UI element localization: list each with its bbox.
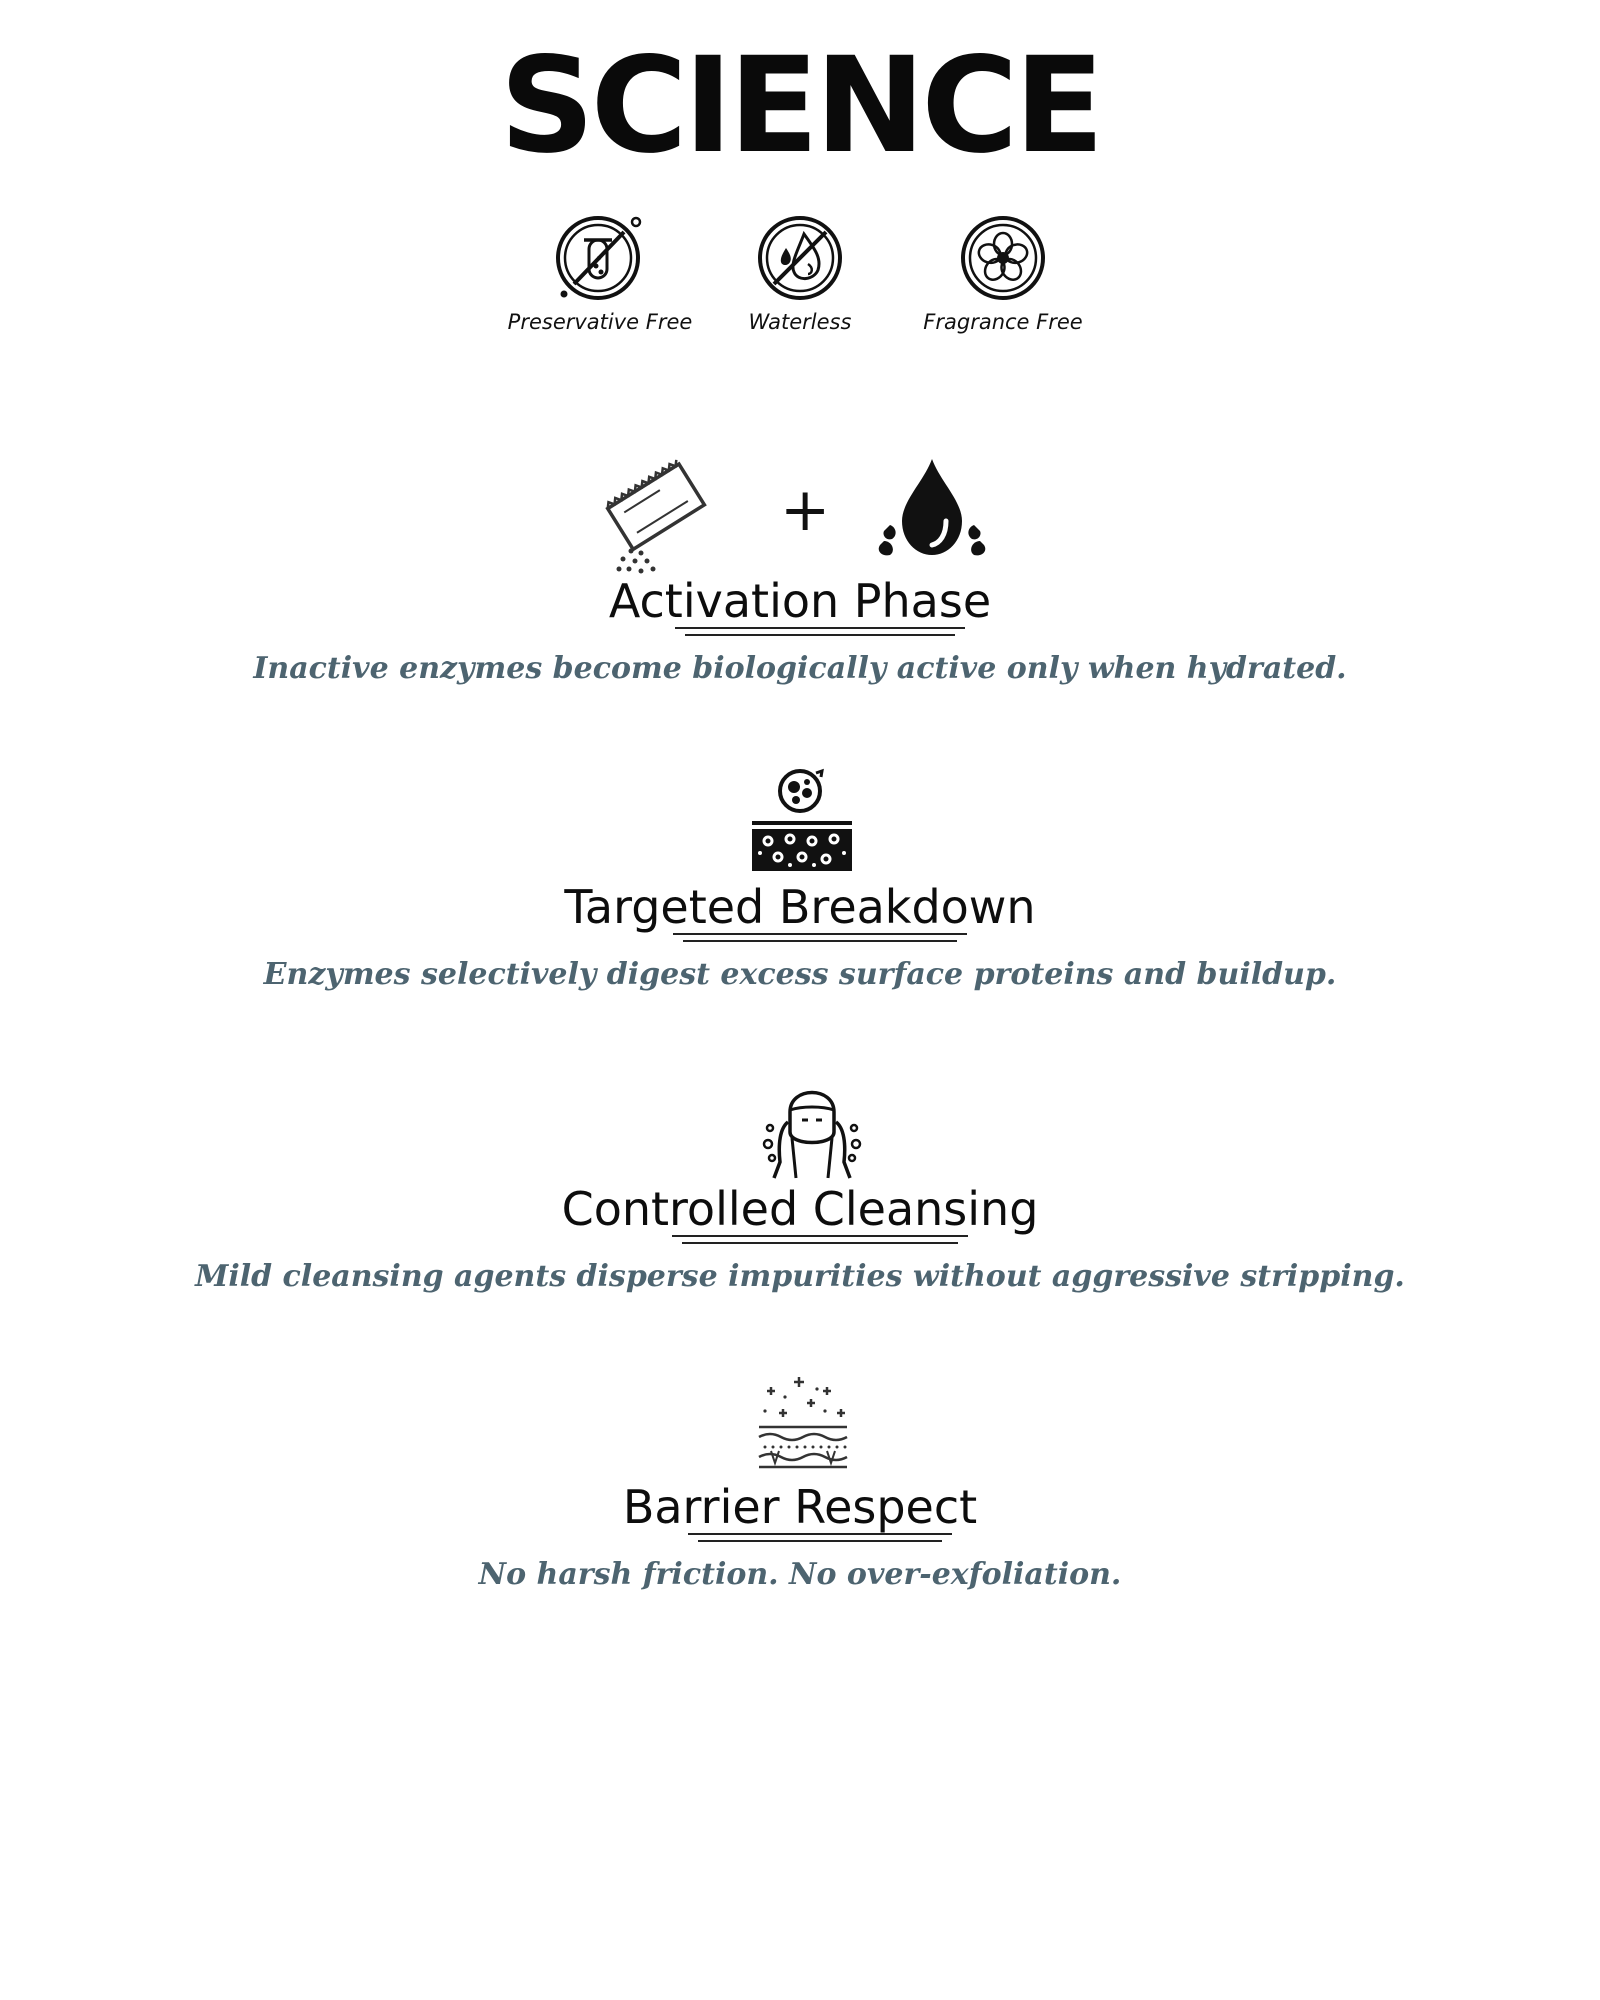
badge-label: Waterless: [748, 310, 852, 334]
step-title-activation-phase: Activation Phase: [608, 574, 992, 628]
no-water-drop-icon: [752, 208, 848, 304]
step-title-barrier-respect: Barrier Respect: [622, 1480, 978, 1534]
badge-label: Preservative Free: [507, 310, 693, 334]
title-underline: [672, 1232, 968, 1248]
skin-layer-enzyme-icon: [750, 765, 854, 873]
face-washing-icon: [762, 1072, 862, 1180]
badge-fragrance-free: [883, 208, 1123, 334]
step-title-targeted-breakdown: Targeted Breakdown: [564, 880, 1036, 934]
powder-sachet-icon: [595, 455, 715, 580]
title-underline: [675, 624, 965, 640]
step-title-controlled-cleansing: Controlled Cleansing: [561, 1182, 1039, 1236]
no-test-tube-icon: [552, 208, 648, 304]
step-description-barrier-respect: No harsh friction. No over-exfoliation.: [478, 1557, 1122, 1592]
plus-symbol: +: [780, 475, 831, 545]
page-title: SCIENCE: [499, 29, 1101, 183]
water-drop-icon: [870, 455, 995, 560]
title-underline: [688, 1530, 952, 1546]
skin-barrier-sparkle-icon: [755, 1375, 851, 1471]
no-flower-icon: [955, 208, 1051, 304]
step-description-controlled-cleansing: Mild cleansing agents disperse impurities without aggressive stripping.: [195, 1259, 1405, 1294]
badge-label: Fragrance Free: [923, 310, 1083, 334]
step-description-activation-phase: Inactive enzymes become biologically active only when hydrated.: [253, 651, 1347, 686]
step-description-targeted-breakdown: Enzymes selectively digest excess surface proteins and buildup.: [263, 957, 1337, 992]
title-underline: [673, 930, 967, 946]
